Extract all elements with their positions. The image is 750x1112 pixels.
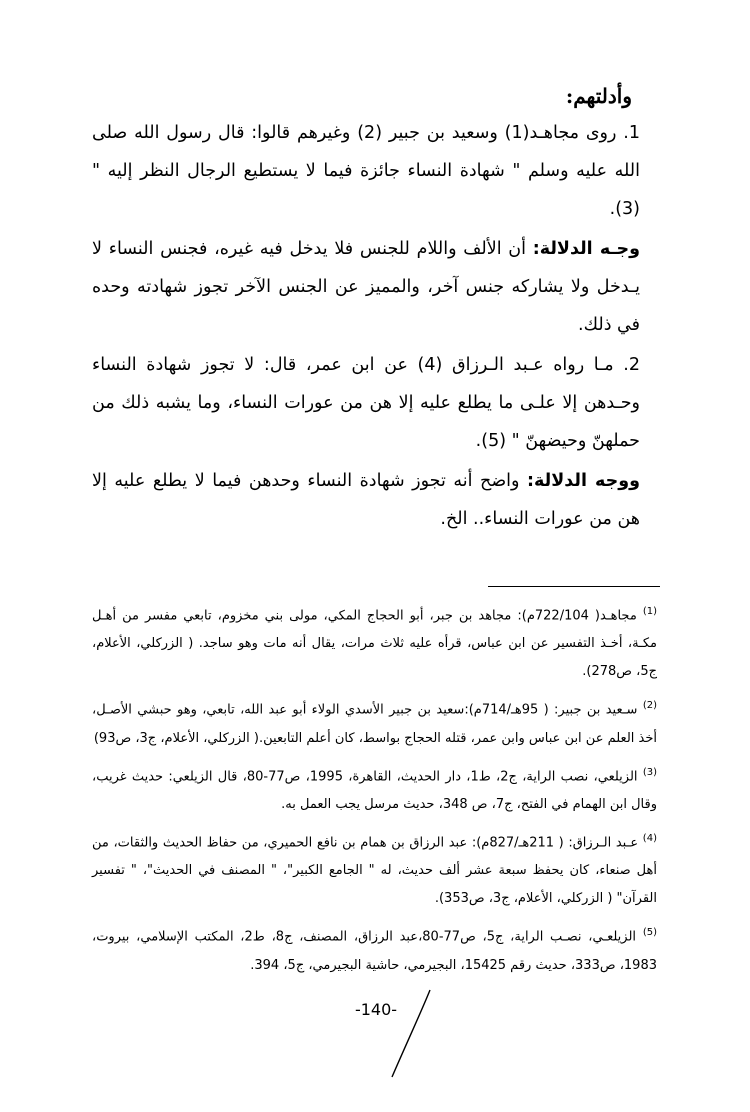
footnote-text: مجاهـد( 722/104م): مجاهد بن جبر، أبو الحجاج المكي، مولى بني مخزوم، تابعي مفسر من أهـل مكـة، أخـذ التفسير عن ابن عباس، قرأه عليه ثلاث مرات، يقال أنه مات وهو ساجد. ( الزركلي، الأعلام، ج5، ص278). [92, 608, 657, 680]
paragraph-label: ووجه الدلالة: [527, 471, 640, 491]
paragraph-3 [92, 346, 640, 460]
page-number: -140- [354, 1000, 398, 1019]
footnote-1 [92, 598, 657, 686]
footnotes [92, 598, 657, 986]
section-heading: وأدلتهم: [565, 84, 632, 108]
footnote-number: (1) [642, 606, 657, 617]
footnote-text: الزيلعي، نصب الراية، ج2، ط1، دار الحديث، القاهرة، 1995، ص77-80، قال الزيلعي: حديث غريب، وقال ابن الهمام في الفتح، ج7، ص 348، حديث مرسل يجب العمل به. [92, 768, 657, 812]
paragraph-text: واضح أنه تجوز شهادة النساء وحدهن فيما لا يطلع عليه إلا هن من عورات النساء.. الخ. [92, 471, 640, 529]
footnote-number: (2) [642, 700, 657, 712]
paragraph-1 [92, 114, 640, 228]
footnote-number: (3) [642, 766, 657, 778]
paragraph-label: وجـه الدلالة: [532, 239, 640, 259]
paragraph-2 [92, 230, 640, 344]
footnote-text: عـبد الـرزاق: ( 211هـ/827م): عبد الرزاق بن همام بن نافع الحميري، من حفاظ الحديث والثقات، من أهل صنعاء، كان يحفظ سبعة عشر ألف حديث، له " الجامع الكبير"، " المصنف في الحديث"، " تفسير القرآن" ( الزركلي، الأعلام، ج3، ص353). [92, 835, 657, 907]
footnote-5 [92, 919, 657, 979]
footnote-3 [92, 759, 657, 819]
footnote-text: سـعيد بن جبير: ( 95هـ/714م):سعيد بن جبير الأسدي الولاء أبو عبد الله، تابعي، وهو حبشي الأصـل، أخذ العلم عن ابن عباس وابن عمر، قتله الحجاج بواسط، كان أعلم التابعين.( الزركلي، الأعلام، ج3، ص93) [92, 702, 657, 746]
paragraph-text: 2. مـا رواه عـبد الـرزاق (4) عن ابن عمر، قال: لا تجوز شهادة النساء وحـدهن إلا علـى ما يطلع عليه إلا هن من عورات النساء، وما يشبه ذلك من حملهنّ وحيضهنّ " (5). [92, 355, 640, 451]
footnote-text: الزيلعـي، نصـب الراية، ج5، ص77-80،عبد الرزاق، المصنف، ج8، ط2، المكتب الإسلامي، بيروت، 1983، ص333، حديث رقم 15425، البجيرمي، حاشية البجيرمي، ج5، 394. [92, 929, 657, 973]
footnote-number: (5) [642, 927, 658, 939]
paragraph-text: 1. روى مجاهـد(1) وسعيد بن جبير (2) وغيرهم قالوا: قال رسول الله صلى الله عليه وسلم " شهادة النساء جائزة فيما لا يستطيع الرجال النظر إليه " (3). [92, 123, 640, 219]
paragraph-4 [92, 462, 640, 538]
handwritten-stroke-icon [380, 985, 440, 1085]
footnote-number: (4) [642, 832, 657, 844]
footnote-2 [92, 692, 657, 752]
main-body [92, 114, 640, 540]
footnote-4 [92, 825, 657, 913]
paragraph-text: أن الألف واللام للجنس فلا يدخل فيه غيره، فجنس النساء لا يـدخل ولا يشاركه جنس آخر، والمميز عن الجنس الآخر تجوز شهادته وحده في ذلك. [92, 239, 640, 335]
footnote-separator [488, 586, 660, 587]
